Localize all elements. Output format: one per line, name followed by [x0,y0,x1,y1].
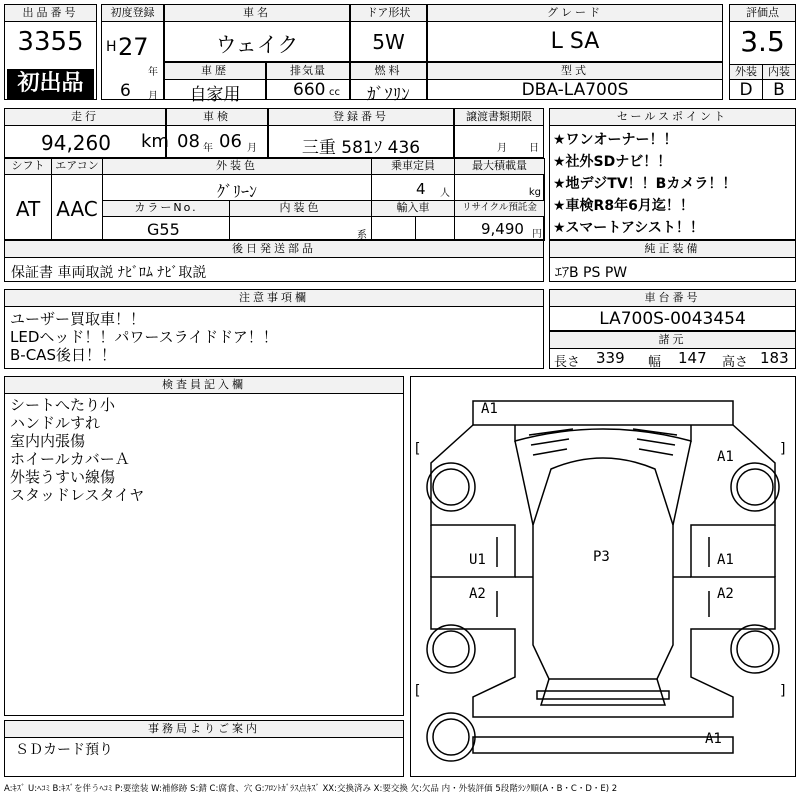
recycle-unit: 円 [532,229,542,240]
reg-year: 27 [118,33,149,61]
later-parts: 保証書 車両取説 ﾅﾋﾞﾛﾑ ﾅﾋﾞ取説 [11,265,207,281]
history-box [164,62,266,105]
inspector-line: スタッドレスタイヤ [10,486,145,504]
lot-number-box [4,4,97,100]
damage-mark: P3 [593,549,610,565]
fuel: ｶﾞｿﾘﾝ [367,85,410,105]
later-parts-label: 後日発送部品 [5,241,543,258]
lot-number-label: 出品番号 [5,5,96,22]
model-box [427,62,723,100]
bracket-right-rear: ] [779,683,788,699]
inspection-year-unit: 年 [203,143,213,154]
capacity-label: 乗車定員 [371,158,455,175]
interior-label: 内装 [762,64,796,80]
notes-lines [10,310,278,364]
sales-point-item: ★地デジTV！！Bカメラ！！ [553,176,737,192]
score-label: 評価点 [730,5,795,22]
shift-label: シフト [4,158,52,175]
int-color-cell [229,216,372,241]
bracket-left-rear: [ [413,683,422,699]
exterior-label: 外装 [729,64,763,80]
max-load-label: 最大積載量 [454,158,545,175]
inspector-lines [10,396,144,504]
inspector-line: ホイールカバーＡ [10,450,130,468]
chassis-number: LA700S-0043454 [599,309,746,329]
inspector-box [4,376,404,716]
inspection-month-unit: 月 [247,143,257,154]
model: DBA-LA700S [521,80,629,100]
model-label: 型式 [428,63,722,80]
max-load-unit: kg [528,187,541,198]
grade-box [427,4,723,62]
reg-year-unit: 年 [148,67,158,78]
notes-box [4,289,544,369]
exterior-grade: D [729,79,763,100]
length: 339 [596,349,625,367]
chassis-label: 車台番号 [550,290,795,307]
fuel-box [350,62,427,105]
office-label: 事務局よりご案内 [5,721,403,738]
first-reg-label: 初度登録 [102,5,163,22]
equipment: ｴｱB PS PW [555,265,628,281]
max-load-cell [454,174,545,201]
transfer-box [454,108,544,158]
first-registration-box [101,4,164,100]
spec-grid [4,158,544,240]
mileage-label: 走行 [5,109,165,126]
chassis-box [549,289,796,331]
sales-point-item: ★車検R8年6月迄！！ [553,198,694,214]
note-line: ユーザー買取車！！ [10,310,146,328]
sales-point-item: ★スマートアシスト！！ [553,220,704,236]
int-color-unit: 系 [357,230,367,241]
fuel-label: 燃料 [351,63,426,80]
color-no: G55 [147,220,180,239]
shift: AT [15,197,41,221]
displacement-label: 排気量 [267,63,349,80]
color-no-cell [102,216,230,241]
door-type: 5W [372,30,405,54]
width-label: 幅 [648,355,662,370]
first-listing-badge: 初出品 [7,69,94,99]
office-box [4,720,404,777]
int-color-label: 内装色 [229,200,372,217]
damage-mark: A1 [481,401,498,417]
sales-points-list [553,129,736,239]
aircon-label: エアコン [51,158,103,175]
mileage: 94,260 [41,131,111,155]
interior-grade: B [762,79,796,100]
inspector-line: 外装うすい線傷 [10,468,116,486]
capacity-unit: 人 [440,188,450,199]
score: 3.5 [740,25,785,58]
displacement: 660 [293,80,326,100]
legend-footer: A:ｷｽﾞ U:ﾍｺﾐ B:ｷｽﾞを伴うﾍｺﾐ P:要塗装 W:補修跡 S:錆 C:腐食、穴 G:ﾌﾛﾝﾄｶﾞﾗｽ点ｷｽﾞ XX:交換済み X:要交換 欠:欠品 内・外装評価 5段階ﾗﾝｸ順(A・B・C・D・E) 2 [4,784,618,794]
import-cell [371,216,416,241]
import-label: 輸入車 [371,200,455,217]
import-cell-2 [415,216,455,241]
inspector-line: 室内内張傷 [10,432,86,450]
bracket-right-front: ] [779,441,788,457]
note-line: LEDヘッド！！パワースライドドア！！ [10,328,278,346]
car-outline [411,377,795,776]
aircon-cell-border [51,174,103,241]
damage-mark: U1 [469,552,486,568]
ext-color-label: 外装色 [102,158,372,175]
shift-cell-border [4,174,52,241]
color-no-label: カラーNo. [102,200,230,217]
grade-label: グレード [428,5,722,22]
door-box [350,4,427,62]
height-label: 高さ [722,355,749,370]
grade: L SA [550,29,600,54]
car-name-box [164,4,350,62]
lot-number: 3355 [17,27,84,57]
damage-diagram [410,376,796,777]
transfer-label: 譲渡書類期限 [455,109,543,126]
recycle-label: リサイクル預託金 [454,200,545,217]
inspection-label: 車検 [167,109,267,126]
specs-box [549,331,796,369]
recycle-amount: 9,490 [481,220,524,238]
mileage-unit: km [141,131,169,152]
reg-month-unit: 月 [148,91,158,102]
ext-color-cell [102,174,372,201]
damage-mark: A1 [717,552,734,568]
ext-color: ｸﾞﾘｰﾝ [216,182,257,201]
recycle-cell [454,216,545,241]
car-name-label: 車名 [165,5,349,22]
sales-points-box [549,108,796,240]
door-label: ドア形状 [351,5,426,22]
score-box [729,4,796,100]
sales-point-item: ★ワンオーナー！！ [553,132,678,148]
reg-number: 三重 581ｿ 436 [301,138,421,158]
era-prefix: H [106,39,117,55]
inspection-year: 08 [177,131,200,152]
transfer-month-unit: 月 [497,143,507,154]
sales-points-label: セールスポイント [550,109,795,126]
history-label: 車歴 [165,63,265,80]
sales-point-item: ★社外SDナビ！！ [553,154,672,170]
note-line: B-CAS後日！！ [10,346,116,364]
aircon: AAC [56,197,98,221]
damage-mark: A2 [469,586,486,602]
width: 147 [678,349,707,367]
capacity-cell [371,174,455,201]
capacity: 4 [416,180,426,198]
car-name: ウェイク [215,33,299,57]
equipment-label: 純正装備 [550,241,795,258]
inspector-line: ハンドルすれ [10,414,101,432]
inspector-line: シートへたり小 [10,396,116,414]
reg-month: 6 [120,81,131,101]
office-note: ＳＤカード預り [15,742,113,758]
length-label: 長さ [554,355,581,370]
inspection-box [166,108,268,158]
bracket-left-front: [ [413,441,422,457]
damage-mark: A1 [705,731,722,747]
height: 183 [760,349,789,367]
damage-mark: A1 [717,449,734,465]
mileage-box [4,108,169,158]
transfer-day-unit: 日 [529,143,539,154]
specs-label: 諸元 [550,332,795,349]
displacement-box [266,62,350,100]
reg-number-label: 登録番号 [269,109,453,126]
reg-number-box [268,108,454,158]
displacement-unit: cc [329,87,340,98]
inspection-month: 06 [219,131,242,152]
equipment-box [549,240,796,282]
inspector-label: 検査員記入欄 [5,377,403,394]
damage-mark: A2 [717,586,734,602]
later-parts-box [4,240,544,282]
history: 自家用 [189,85,241,105]
notes-label: 注意事項欄 [5,290,543,307]
